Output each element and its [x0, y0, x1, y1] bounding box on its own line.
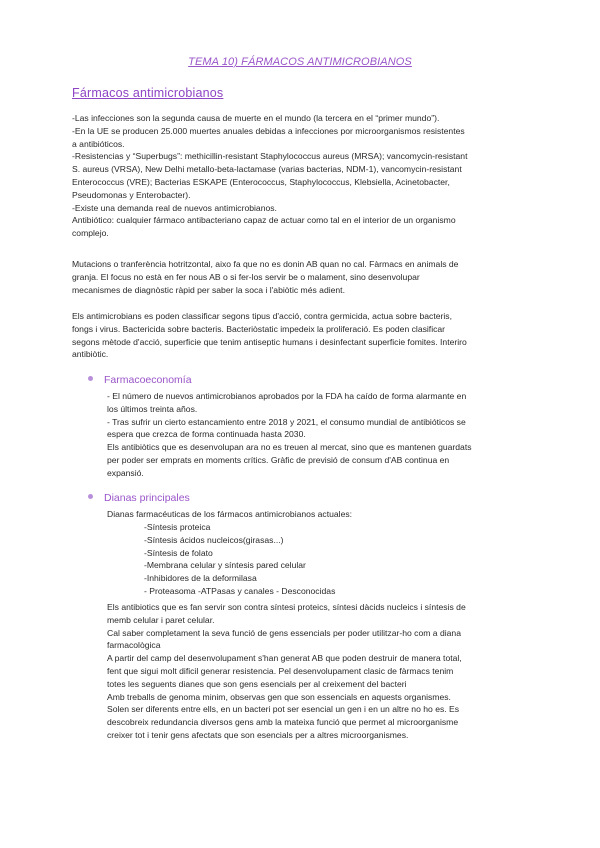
text-line: mecanismes de diagnòstic ràpid per saber la soca i l'abiòtic més adient. [72, 284, 345, 295]
text-line: Els antimicrobians es poden classificar segons tipus d'acció, contra germicida, actua sobre bacteris, [72, 311, 452, 321]
text-line: farmacològica [107, 640, 161, 651]
bullet-heading-text: Farmacoeconomía [104, 374, 192, 386]
farmacoeconomia-paragraph [107, 390, 547, 480]
text-line: memb celular i paret celular. [107, 614, 215, 625]
dianas-heading [88, 492, 190, 504]
dianas-list [144, 521, 335, 598]
text-line: Els antibiotics que es fan servir son contra síntesi proteics, síntesi dàcids nucleics i síntesis de [107, 602, 466, 612]
text-line: per poder ser emprats en moments crítics. Gràfic de previsió de consum d'AB continua en [107, 454, 450, 465]
bullet-heading-text: Dianas principales [104, 492, 190, 504]
text-line: Amb treballs de genoma minim, observas gen que son essencials en aquests organismes. [107, 691, 451, 702]
text-line: fent que sigui molt dificil generar resistencia. Pel desenvolupament clasic de fàrmacs tenim [107, 665, 454, 676]
text-line: A partir del camp del desenvolupament s'han generat AB que poden destruir de manera total, [107, 653, 462, 664]
dianas-intro [107, 508, 547, 521]
list-item: -Inhibidores de la deformilasa [144, 573, 257, 584]
text-line: Pseudomonas y Enterobacter). [72, 189, 191, 200]
text-line: creixer tot i tenir gens afectats que son esencials per a altres microorganismes. [107, 729, 409, 740]
text-line: granja. El focus no està en fer nous AB o si fer-los servir be o malament, sino desenvolupar [72, 271, 420, 282]
dianas-paragraph [107, 601, 547, 742]
text-line: Enterococcus (VRE); Bacterias ESKAPE (Enterococcus, Staphylococcus, Klebsiella, Acinetobacter, [72, 176, 450, 187]
text-line: -En la UE se producen 25.000 muertes anuales debidas a infecciones por microorganismos resistentes [72, 125, 465, 136]
list-item: -Síntesis proteica [144, 522, 211, 532]
text-line: Cal saber completament la seva funció de gens essencials per poder utilitzar-ho com a diana [107, 627, 461, 638]
intro-paragraph [72, 112, 542, 240]
text-line: -Resistencias y “Superbugs”: methicillin-resistant Staphylococcus aureus (MRSA); vancomycin-resistant [72, 151, 468, 162]
text-line: Antibiótico: cualquier fármaco antibacteriano capaz de actuar como tal en el interior de un organismo [72, 215, 456, 226]
bullet-dot-icon [88, 494, 93, 499]
text-line: a antibióticos. [72, 138, 125, 149]
text-line: los últimos treinta años. [107, 403, 198, 414]
text-line: complejo. [72, 228, 109, 239]
text-line: Dianas farmacéuticas de los fármacos antimicrobianos actuales: [107, 509, 353, 519]
section-heading: Fármacos antimicrobianos [72, 86, 224, 100]
text-line: Els antibiòtics que es desenvolupan ara no es treuen al mercat, sino que es mantenen guardats [107, 442, 472, 453]
text-line: fongs i virus. Bactericida sobre bacteris. Bacteriòstatic impedeix la proliferació. Es poden clasificar [72, 323, 446, 334]
text-line: -Las infecciones son la segunda causa de muerte en el mundo (la tercera en el “primer mundo”). [72, 113, 440, 123]
text-line: espera que crezca de forma continuada hasta 2030. [107, 429, 306, 440]
text-line: - El número de nuevos antimicrobianos aprobados por la FDA ha caído de forma alarmante en [107, 391, 467, 401]
bullet-dot-icon [88, 376, 93, 381]
farmacoeconomia-heading [88, 374, 192, 386]
text-line: Mutacions o tranferència hotritzontal, aixo fa que no es donin AB quan no cal. Fàrmacs en animals de [72, 259, 459, 269]
text-line: antibiòtic. [72, 349, 109, 360]
list-item: -Síntesis de folato [144, 547, 213, 558]
text-line: segons mètode d'acció, superficie que tenim antiseptic humans i desinfectant superficie fomites. Interiro [72, 336, 467, 347]
list-item: -Membrana celular y síntesis pared celular [144, 560, 306, 571]
text-line: totes les seguents dianes que son gens esencials per al creixement del bacteri [107, 678, 407, 689]
text-line: descobreix redundancia diversos gens amb la mateixa funció que permet al microorganisme [107, 717, 459, 728]
list-item: -Síntesis ácidos nucleicos(girasas...) [144, 534, 284, 545]
text-line: -Existe una demanda real de nuevos antimicrobianos. [72, 202, 277, 213]
list-item: - Proteasoma -ATPasas y canales - Desconocidas [144, 585, 336, 596]
text-line: - Tras sufrir un cierto estancamiento entre 2018 y 2021, el consumo mundial de antibióticos se [107, 416, 466, 427]
mutation-paragraph [72, 258, 542, 296]
text-line: S. aureus (VRSA), New Delhi metallo-beta-lactamase (varias bacterias, NDM-1), vancomycin-resistant [72, 164, 462, 175]
text-line: expansió. [107, 467, 144, 478]
classification-paragraph [72, 310, 542, 361]
page-title: TEMA 10) FÁRMACOS ANTIMICROBIANOS [188, 56, 412, 68]
text-line: Solen ser diferents entre ells, en un bacteri pot ser esencial un gen i en un altre no ho es. Es [107, 704, 460, 715]
